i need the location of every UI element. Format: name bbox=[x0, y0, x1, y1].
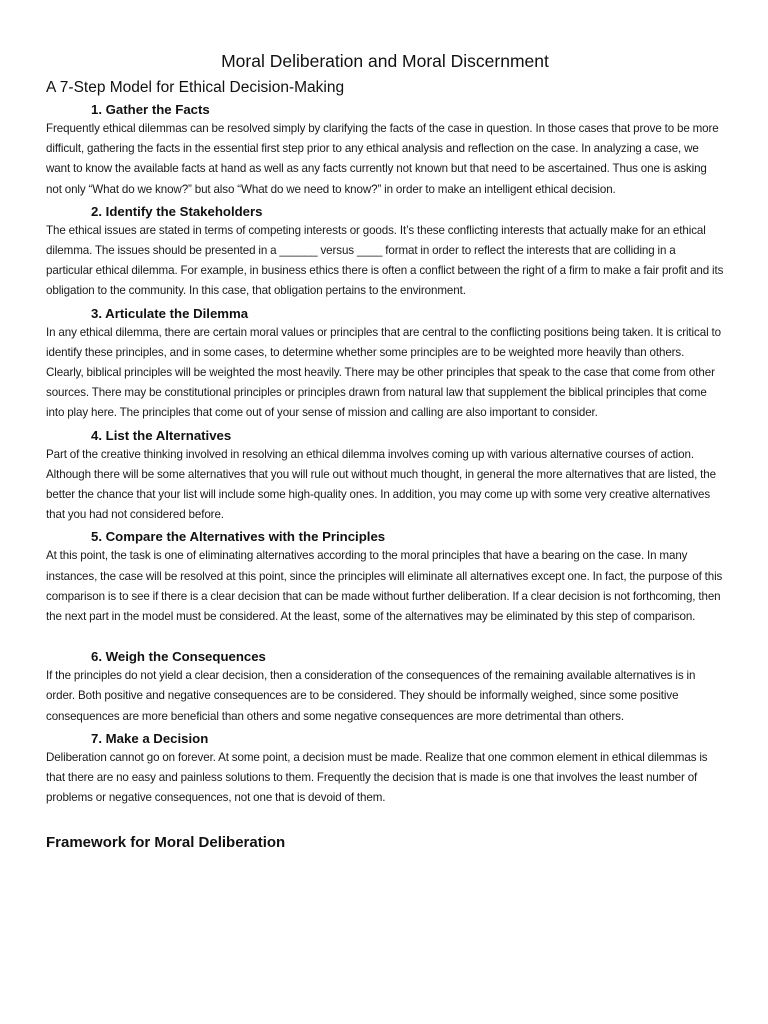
step-2-heading: 2. Identify the Stakeholders bbox=[91, 203, 263, 219]
step-2-text: The ethical issues are stated in terms of competing interests or goods. It’s these conflicting interests that actually make for an ethical dilemma. The issues should be presented in a ______ versus ____ format in order to reflect the interests that are colliding in a particular ethical dilemma. For example, in business ethics there is often a conflict between the right of a firm to make a fair profit and its obligation to the community. In this case, that obligation pertains to the environment. bbox=[46, 223, 724, 298]
step-5-heading: 5. Compare the Alternatives with the Principles bbox=[91, 529, 386, 545]
step-7-heading: 7. Make a Decision bbox=[91, 730, 209, 746]
step-1-text: Frequently ethical dilemmas can be resolved simply by clarifying the facts of the case in question. In those cases that prove to be more difficult, gathering the facts in the essential first step prior to any ethical analysis and reflection on the case. In analyzing a case, we want to know the available facts at hand as well as any facts currently not known but that need to be ascertained. Thus one is asking not only “What do we know?” but also “What do we need to know?” in order to make an intelligent ethical decision. bbox=[46, 122, 719, 196]
step-6-heading: 6. Weigh the Consequences bbox=[91, 649, 266, 665]
step-4-heading: 4. List the Alternatives bbox=[91, 427, 232, 443]
step-6-text: If the principles do not yield a clear decision, then a consideration of the consequences of the remaining available alternatives is in order. Both positive and negative consequences are to be considered. They should be informally weighed, since some positive consequences are more beneficial than others and some negative consequences are more detrimental than others. bbox=[46, 669, 696, 723]
step-1-heading: 1. Gather the Facts bbox=[91, 102, 210, 117]
step-3-text: In any ethical dilemma, there are certain moral values or principles that are central to the conflicting positions being taken. It is critical to identify these principles, and in some cases, to determine whether some principles are to be weighted more heavily than others. Clearly, biblical principles will be weighted the most heavily. There may be other principles that speak to the case that come from other sources. There may be constitutional principles or principles drawn from natural law that supplement the biblical principles that come into play here. The principles that come out of your sense of mission and calling are also important to consider. bbox=[46, 325, 721, 420]
step-5-text: At this point, the task is one of eliminating alternatives according to the moral principles that have a bearing on the case. In many instances, the case will be resolved at this point, since the principles will eliminate all alternatives except one. In fact, the purpose of this comparison is to see if there is a clear decision that can be made without further deliberation. If a clear decision is not forthcoming, then the next part in the model must be considered. At the least, some of the alternatives may be eliminated by this step of comparison. bbox=[46, 549, 723, 624]
step-4-text: Part of the creative thinking involved in resolving an ethical dilemma involves coming up with various alternative courses of action. Although there will be some alternatives that you will rule out without much thought, in general the more alternatives that are listed, the better the chance that your list will include some high-quality ones. In addition, you may come up with some very creative alternatives that you had not considered before. bbox=[46, 447, 716, 522]
model-subtitle: A 7-Step Model for Ethical Decision-Making bbox=[46, 79, 345, 96]
page-title: Moral Deliberation and Moral Discernment bbox=[221, 51, 549, 71]
step-7-text: Deliberation cannot go on forever. At some point, a decision must be made. Realize that one common element in ethical dilemmas is that there are no easy and painless solutions to them. Frequently the decision that is made is one that involves the least number of problems or negative consequences, not one that is devoid of them. bbox=[46, 750, 708, 805]
framework-heading: Framework for Moral Deliberation bbox=[46, 834, 286, 852]
step-3-heading: 3. Articulate the Dilemma bbox=[91, 305, 249, 321]
